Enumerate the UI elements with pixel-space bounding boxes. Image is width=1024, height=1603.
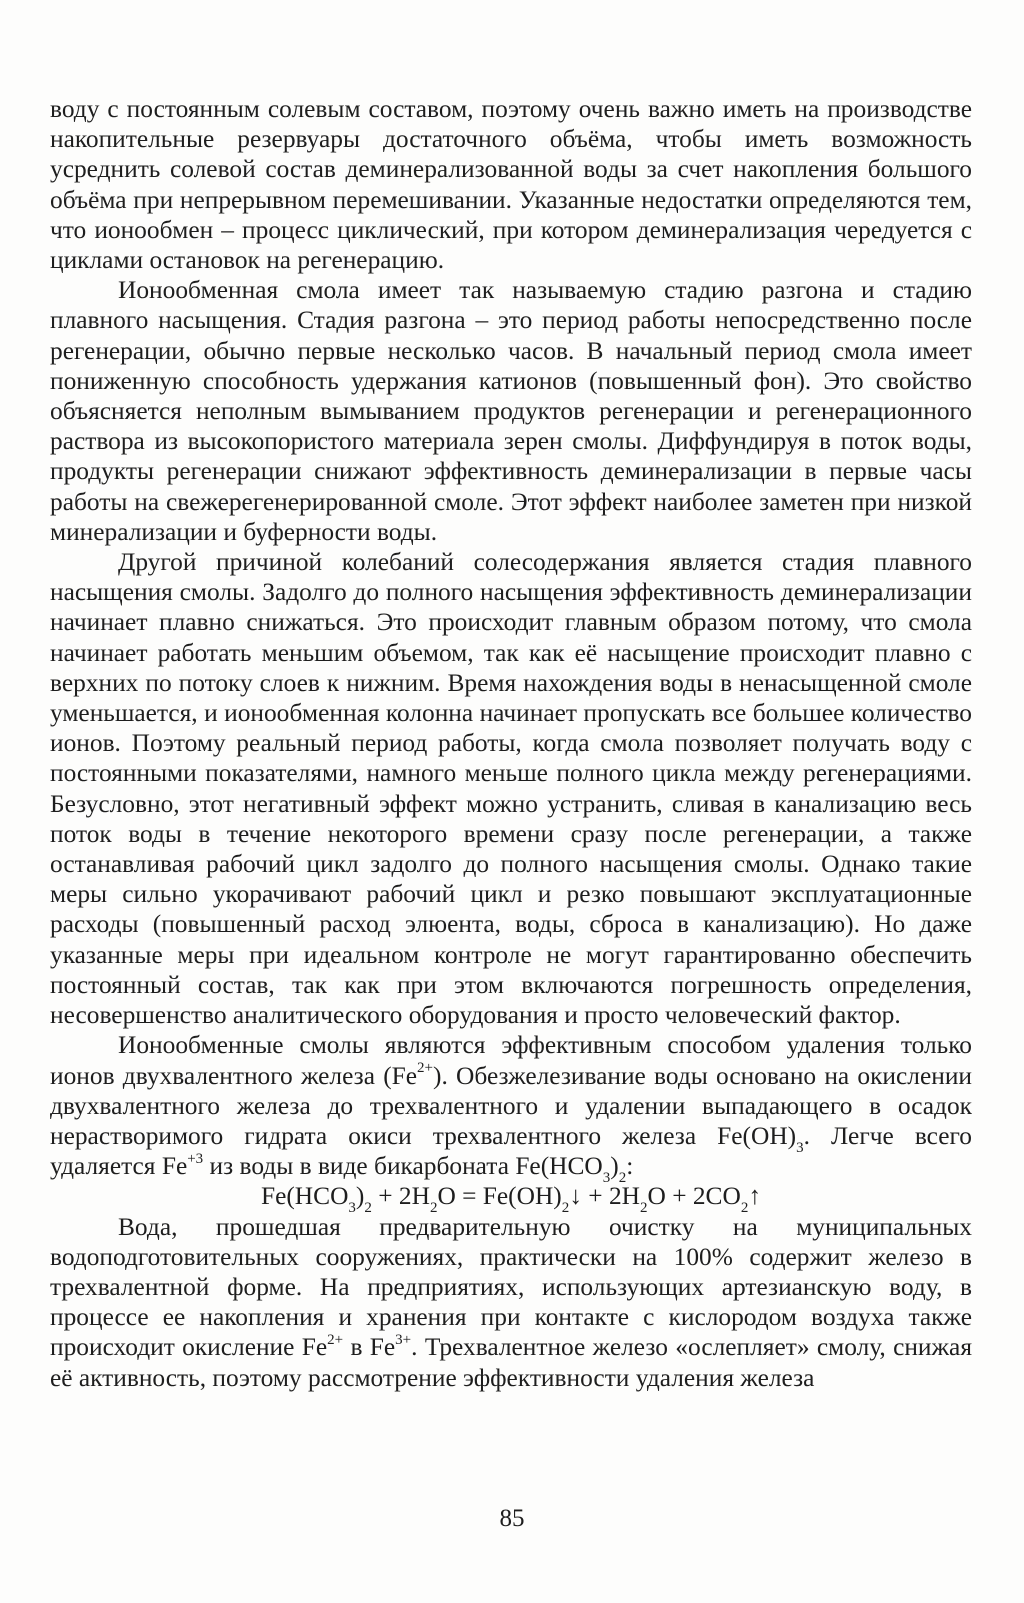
superscript: 2+ [417, 1060, 434, 1077]
formula-part: ↑ [748, 1182, 762, 1211]
body-text [50, 94, 972, 1393]
paragraph-4 [50, 1030, 972, 1187]
paragraph-4-text: ). Обезжелезивание воды основано на окислении двухвалентного железа до трехвалентного и удалении выпадающего в осадок нерастворимого гидрата окиси трехвалентного железа Fe(OH) [50, 1061, 972, 1150]
subscript: 3 [796, 1139, 804, 1156]
paragraph-5 [50, 1212, 972, 1393]
paragraph-5-text: в Fe [343, 1333, 396, 1362]
paragraph-4-text: . Легче всего удаляется Fe [50, 1121, 972, 1181]
superscript: 2+ [327, 1331, 344, 1348]
paragraph-3: Другой причиной колебаний солесодержания является стадия плавного насыщения смолы. Задолго до полного насыщения эффективность деминерализации начинает плавно снижаться. Это происходит главным образом потому, что смола начинает работать меньшим объемом, так как её насыщение происходит плавно с верхних по потоку слоев к нижним. Время нахождения воды в ненасыщенной смоле уменьшается, и ионообменная колонна начинает пропускать все большее количество ионов. Поэтому реальный период работы, когда смола позволяет получать воду с постоянными показателями, намного меньше полного цикла между регенерациями. Безусловно, этот негативный эффект можно устранить, сливая в канализацию весь поток воды в течение некоторого времени сразу после регенерации, а также останавливая рабочий цикл задолго до полного насыщения смолы. Однако такие меры сильно укорачивают рабочий цикл и резко повышают эксплуатационные расходы (повышенный расход элюента, воды, сброса в канализацию). Но даже указанные меры при идеальном контроле не могут гарантированно обеспечить постоянный состав, так как при этом включаются погрешность определения, несовершенство аналитического оборудования и просто человеческий фактор. [50, 548, 972, 1030]
subscript: 3 [348, 1200, 356, 1217]
formula-part: ↓ + 2H [569, 1182, 641, 1211]
paragraph-4-text: из воды в виде бикарбоната Fe(HCO [203, 1152, 603, 1181]
superscript: +3 [187, 1150, 204, 1167]
paragraph-4-text: ) [610, 1152, 619, 1181]
paragraph-1: воду с постоянным солевым составом, поэтому очень важно иметь на производстве накопительные резервуары достаточного объёма, чтобы иметь возможность усреднить солевой состав деминерализованной воды за счет накопления большого объёма при непрерывном перемешивании. Указанные недостатки определяются тем, что ионообмен – процесс циклический, при котором деминерализация чередуется с циклами остановок на регенерацию. [50, 95, 972, 275]
subscript: 2 [429, 1200, 438, 1217]
subscript: 2 [561, 1200, 570, 1217]
subscript: 2 [618, 1170, 627, 1187]
subscript: 3 [602, 1170, 611, 1187]
paragraph-4-text: Ионообменные смолы являются эффективным способом удаления только ионов двухвалентного железа (Fe [50, 1031, 972, 1090]
paragraph-4-text: : [626, 1152, 634, 1181]
subscript: 2 [640, 1200, 648, 1217]
subscript: 2 [740, 1200, 749, 1217]
formula-part: O + 2CO [647, 1182, 741, 1211]
subscript: 2 [364, 1200, 372, 1217]
paragraph-5-text: Вода, прошедшая предварительную очистку на муниципальных водоподготовительных сооружениях, практически на 100% содержит железо в трехвалентной форме. На предприятиях, использующих артезианскую воду, в процессе ее накопления и хранения при контакте с кислородом воздуха также происходит окисление Fe [50, 1212, 972, 1362]
paragraph-5-text: . Трехвалентное железо «ослепляет» смолу, снижая её активность, поэтому рассмотрение эффективности удаления железа [50, 1333, 973, 1392]
chemical-equation [50, 1181, 972, 1217]
formula-part: Fe(HCO [260, 1182, 349, 1211]
paragraph-2: Ионообменная смола имеет так называемую стадию разгона и стадию плавного насыщения. Стадия разгона – это период работы непосредственно после регенерации, обычно первые несколько часов. В начальный период смола имеет пониженную способность удержания катионов (повышенный фон). Это свойство объясняется неполным вымыванием продуктов регенерации и регенерационного раствора из высокопористого материала зерен смолы. Диффундируя в поток воды, продукты регенерации снижают эффективность деминерализации в первые часы работы на свежерегенерированной смоле. Этот эффект наиболее заметен при низкой минерализации и буферности воды. [50, 276, 972, 546]
formula-part: O = Fe(OH) [437, 1182, 562, 1211]
formula-part: ) [355, 1182, 365, 1211]
formula-part: + 2H [371, 1182, 430, 1211]
superscript: 3+ [395, 1331, 412, 1348]
page-number: 85 [499, 1505, 525, 1532]
